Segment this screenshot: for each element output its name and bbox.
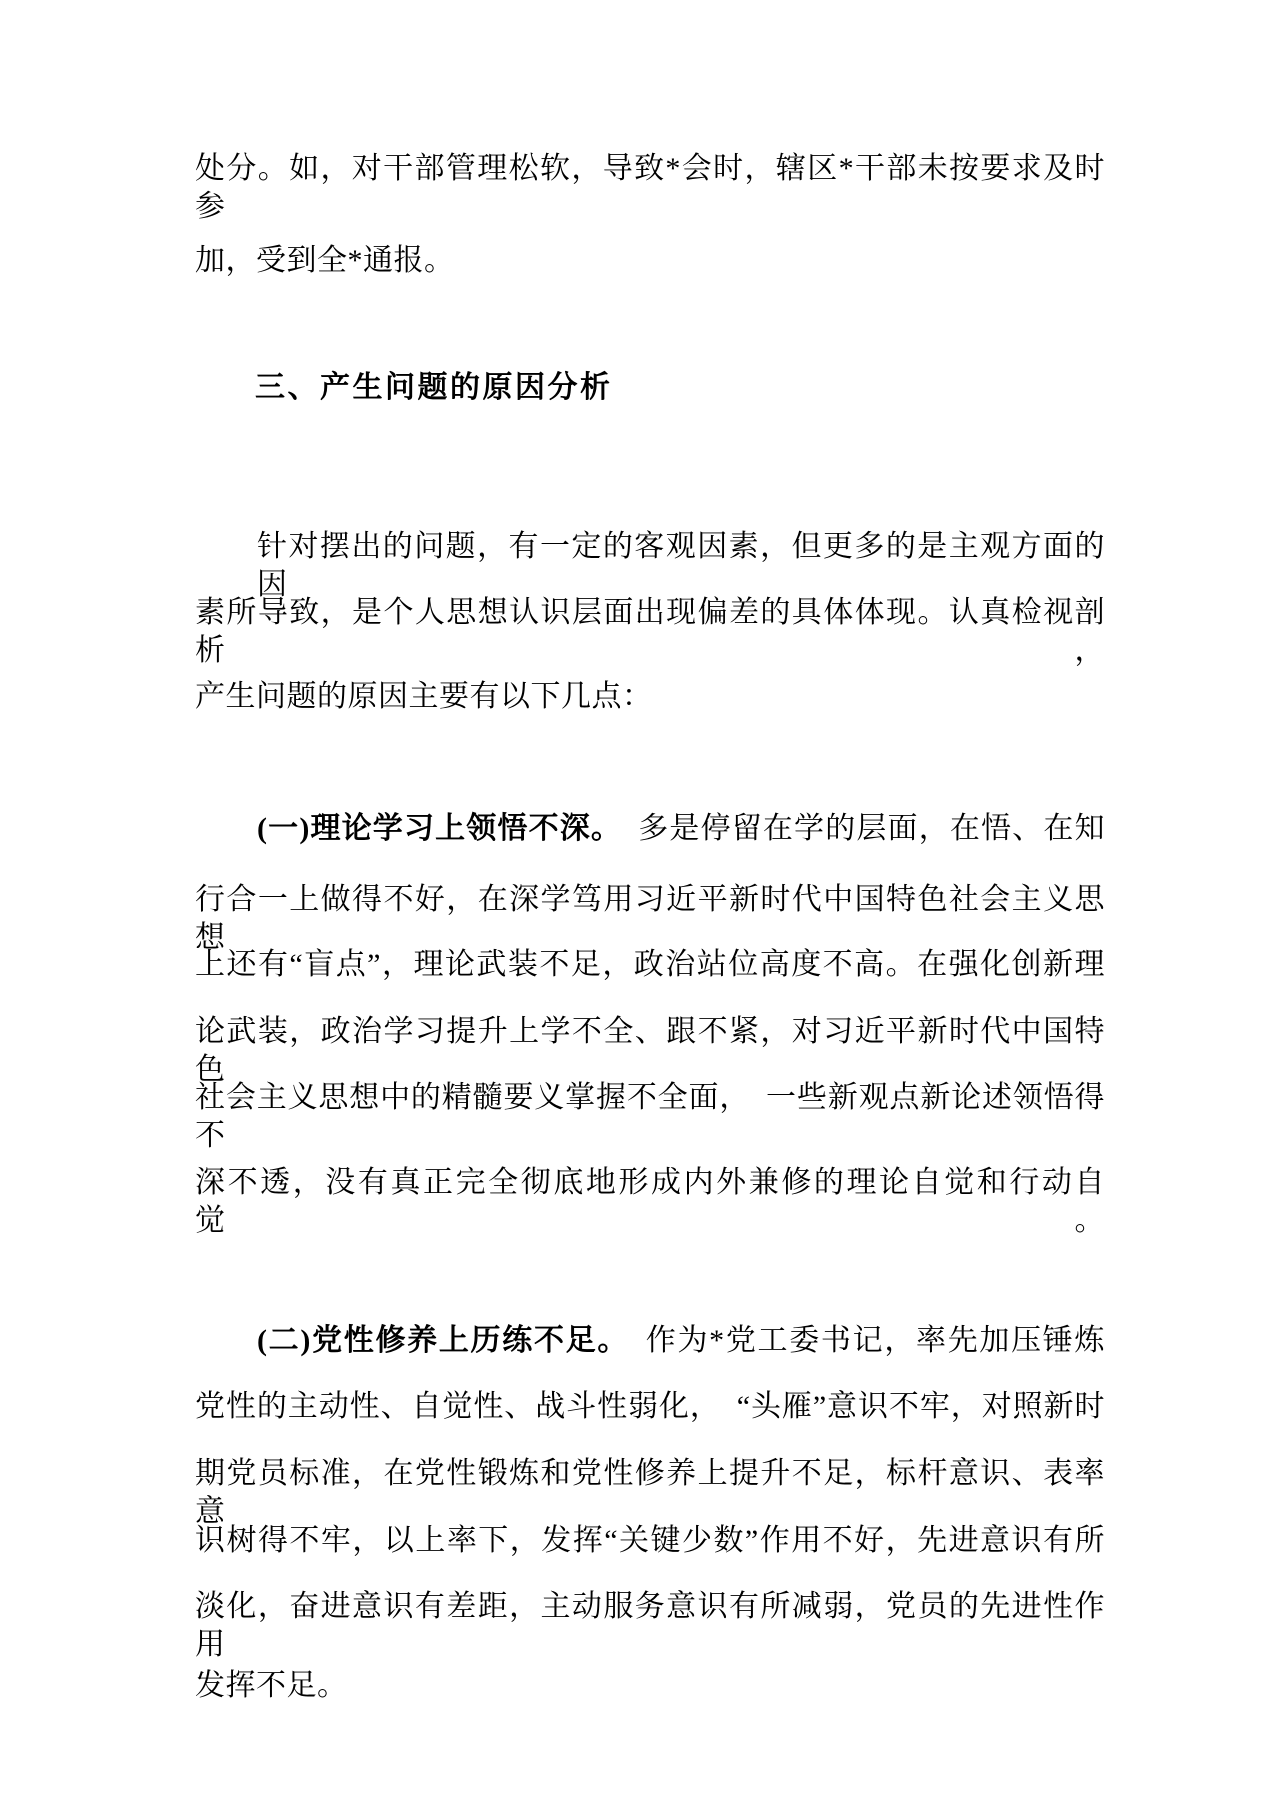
text-line: 素所导致，是个人思想认识层面出现偏差的具体体现。认真检视剖析，	[195, 596, 1105, 667]
text-line: 党性的主动性、自觉性、战斗性弱化， “头雁”意识不牢，对照新时	[195, 1390, 1105, 1423]
text-line: 产生问题的原因主要有以下几点：	[195, 680, 653, 713]
text-line: 行合一上做得不好，在深学笃用习近平新时代中国特色社会主义思想	[195, 883, 1105, 954]
text-line: 发挥不足。	[195, 1669, 348, 1702]
text-line: 论武装，政治学习提升上学不全、跟不紧，对习近平新时代中国特色	[195, 1015, 1105, 1086]
text-line	[195, 1322, 1105, 1360]
text-line: 社会主义思想中的精髓要义掌握不全面， 一些新观点新论述领悟得不	[195, 1081, 1105, 1152]
text-run: 作为*党工委书记，率先加压锤炼	[614, 1324, 1106, 1357]
text-line: 针对摆出的问题，有一定的客观因素，但更多的是主观方面的因	[257, 530, 1105, 601]
text-line: 加，受到全*通报。	[195, 244, 455, 277]
text-line: 深不透，没有真正完全彻底地形成内外兼修的理论自觉和行动自觉。	[195, 1166, 1105, 1237]
text-line: 上还有“盲点”，理论武装不足，政治站位高度不高。在强化创新理	[195, 948, 1105, 981]
section-heading: 三、产生问题的原因分析	[255, 371, 613, 404]
text-line: 淡化，奋进意识有差距，主动服务意识有所减弱，党员的先进性作用	[195, 1590, 1105, 1661]
text-line: 期党员标准，在党性锻炼和党性修养上提升不足，标杆意识、表率意	[195, 1457, 1105, 1528]
text-line	[195, 810, 1105, 848]
text-run: 多是停留在学的层面，在悟、在知	[607, 812, 1105, 845]
subsection-title: (二)党性修养上历练不足。	[257, 1324, 615, 1357]
subsection-title: (一)理论学习上领悟不深。	[257, 812, 608, 845]
text-line: 处分。如，对干部管理松软，导致*会时，辖区*干部未按要求及时参	[195, 152, 1105, 223]
text-line: 识树得不牢，以上率下，发挥“关键少数”作用不好，先进意识有所	[195, 1524, 1105, 1557]
